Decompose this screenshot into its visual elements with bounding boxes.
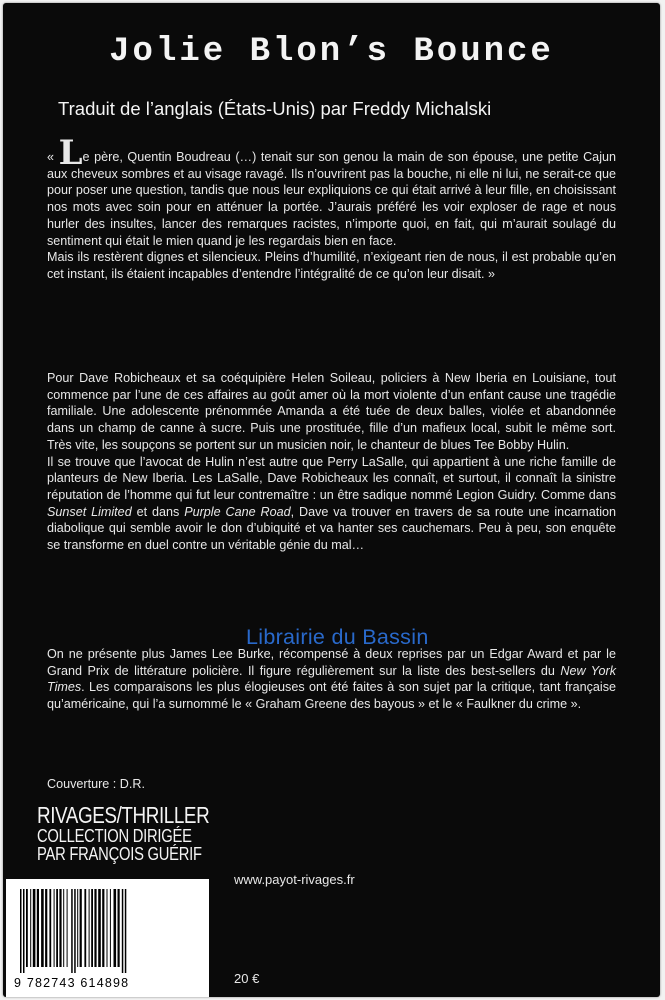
excerpt-paragraph-1-text: e père, Quentin Boudreau (…) tenait sur son genou la main de son épouse, une petite Cajun aux cheveux sombres et au visage ravagé. Ils n’ouvrirent pas la bouche, ni elle ni lui, ne serait-ce que pour poser une question, tandis que nous leur expliquions ce qui était arrivé à leur fille, en choisissant nos mots avec soin pour en atténuer la portée. J’aurais préféré les voir exploser de rage et nous hurler des insultes, lancer des remarques racistes, n’importe quoi, en fait, qui m’aurait soulagé du sentiment qui était le mien quand je les regardais bien en face. xyxy=(47,150,616,248)
price: 20 € xyxy=(234,971,260,986)
author-text: . Les comparaisons les plus élogieuses ont été faites à son sujet par la critique, tant française qu’américaine, qui l’a surnommé le « Graham Greene des bayous » et le « Faulkner du crime ». xyxy=(47,680,616,712)
open-quote: « xyxy=(47,150,59,164)
barcode-bar xyxy=(59,889,61,967)
translator-line: Traduit de l’anglais (États-Unis) par Freddy Michalski xyxy=(58,98,492,119)
author-paragraph xyxy=(47,646,616,713)
synopsis-text: Il se trouve que l’avocat de Hulin n’est autre que Perry LaSalle, qui appartient à une riche famille de planteurs de New Iberia. Les LaSalle, Dave Robicheaux les connaît, et surtout, il connaît la sinistre réputation de l’homme qui fut leur contremaître : un être sadique nommé Legion Guidry. Comme dans xyxy=(47,454,616,502)
barcode-bar xyxy=(102,889,104,967)
barcode-bar xyxy=(67,889,68,967)
barcode-bars xyxy=(16,889,199,973)
barcode-bar xyxy=(56,889,58,967)
cover-credit: Couverture : D.R. xyxy=(47,777,145,791)
barcode-bar xyxy=(23,889,25,973)
barcode-bar xyxy=(84,889,86,967)
barcode xyxy=(6,879,209,997)
barcode-bar xyxy=(89,889,90,967)
barcode-bar xyxy=(110,889,111,967)
barcode-bar xyxy=(91,889,93,967)
barcode-bar xyxy=(114,889,117,967)
synopsis-paragraph-1: Pour Dave Robicheaux et sa coéquipière Helen Soileau, policiers à New Iberia en Louisiane, tout commence par l’une de ces affaires au goût amer où la mort violente d’un enfant cause une tragédie familiale. Une adolescente prénommée Amanda a été tuée de deux balles, violée et abandonnée dans un champ de canne à sucre. Puis une prostituée, fille d’un mafieux local, subit le même sort. Très vite, les soupçons se portent sur un musicien noir, le chanteur de blues Tee Bobby Hulin. xyxy=(47,371,616,452)
newspaper-name: New York Times xyxy=(47,663,616,695)
barcode-bar xyxy=(41,889,44,967)
barcode-bar xyxy=(37,889,39,967)
isbn-number: 9 782743 614898 xyxy=(14,976,130,990)
barcode-bar xyxy=(94,889,96,967)
barcode-bar xyxy=(74,889,76,973)
synopsis-text: , Dave va trouver en travers de sa route une incarnation diabolique qui semble avoir le don d’ubiquité et va hanter ses cauchemars. Peu à peu, son enquête se transforme en duel contre un véritable génie du mal… xyxy=(47,504,616,553)
barcode-bar xyxy=(45,889,47,967)
synopsis-paragraph-2 xyxy=(47,454,616,554)
collection-logo xyxy=(37,803,209,863)
barcode-bar xyxy=(125,889,127,973)
barcode-bar xyxy=(26,889,28,967)
barcode-bar xyxy=(107,889,108,967)
barcode-bar xyxy=(30,889,31,967)
synopsis-text: et dans xyxy=(131,504,185,519)
barcode-bar xyxy=(118,889,120,967)
barcode-bar xyxy=(77,889,78,967)
collection-director-line-2: PAR FRANÇOIS GUÉRIF xyxy=(37,844,202,864)
collection-director-line-1: COLLECTION DIRIGÉE xyxy=(37,826,192,846)
synopsis xyxy=(47,370,616,554)
barcode-bar xyxy=(80,889,82,967)
drop-cap: L xyxy=(58,133,83,173)
barcode-bar xyxy=(20,889,22,973)
barcode-bar xyxy=(54,889,55,967)
author-text: On ne présente plus James Lee Burke, récompensé à deux reprises par un Edgar Award et par le Grand Prix de littérature policière. Il figure régulièrement sur la liste des best-sellers du xyxy=(47,647,616,678)
barcode-bar xyxy=(49,889,51,967)
excerpt-paragraph-2: Mais ils restèrent dignes et silencieux. Pleins d’humilité, n’exigeant rien de nous, il est probable qu’en cet instant, ils étaient incapables d’entendre l’intégralité de ce qu’on leur disait. » xyxy=(47,250,616,281)
author-bio xyxy=(47,646,616,713)
book-reference: Purple Cane Road xyxy=(184,504,291,519)
barcode-bar xyxy=(122,889,124,973)
excerpt-quote xyxy=(47,133,616,283)
book-title: Jolie Blon’s Bounce xyxy=(109,33,554,71)
collection-name: RIVAGES/THRILLER xyxy=(37,802,210,828)
excerpt-paragraph-1 xyxy=(47,133,616,249)
book-reference: Sunset Limited xyxy=(47,504,132,519)
back-cover xyxy=(3,3,660,997)
barcode-bar xyxy=(71,889,73,973)
barcode-bar xyxy=(98,889,101,967)
publisher-website: www.payot-rivages.fr xyxy=(234,872,355,887)
barcode-bar xyxy=(33,889,36,967)
bookshop-watermark: Librairie du Bassin xyxy=(246,625,429,649)
barcode-bar xyxy=(63,889,64,967)
